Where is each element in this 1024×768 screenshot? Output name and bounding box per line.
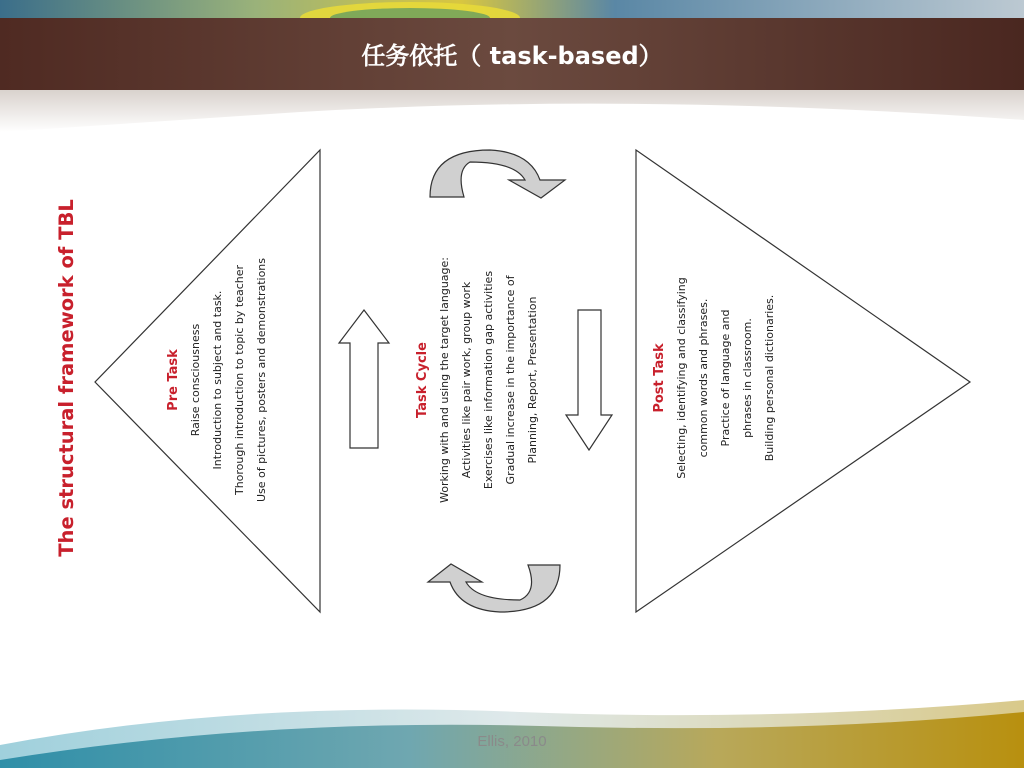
bottom-curved-arrow [428, 564, 560, 612]
post-task-block [649, 277, 781, 479]
post-task-line: Selecting, identifying and classifying [675, 277, 688, 479]
task-cycle-line: Gradual increase in the importance of [504, 275, 517, 485]
task-cycle-line: Planning, Report, Presentation [526, 296, 539, 464]
pre-task-block [163, 258, 273, 502]
task-cycle-line: Working with and using the target language: [438, 256, 451, 504]
up-arrow [339, 310, 389, 448]
pre-task-line: Thorough introduction to topic by teacher [233, 264, 246, 496]
framework-title: The structural framework of TBL [55, 199, 78, 557]
task-cycle-line: Activities like pair work, group work [460, 281, 473, 479]
task-cycle-heading: Task Cycle [415, 342, 430, 418]
citation: Ellis, 2010 [477, 733, 547, 750]
pre-task-heading: Pre Task [166, 349, 181, 411]
down-arrow [566, 310, 612, 450]
pre-task-line: Raise consciousness [189, 323, 202, 437]
task-cycle-line: Exercises like information gap activities [482, 270, 495, 490]
pre-task-line: Introduction to subject and task. [211, 290, 224, 470]
post-task-line: Practice of language and [719, 309, 732, 447]
post-task-heading: Post Task [652, 343, 667, 413]
slide-title: 任务依托（ task-based） [361, 42, 663, 70]
post-task-line: common words and phrases. [697, 298, 710, 458]
post-task-line: phrases in classroom. [741, 318, 754, 438]
top-curved-arrow [430, 150, 565, 198]
task-cycle-block [412, 257, 544, 503]
post-task-line: Building personal dictionaries. [763, 294, 776, 462]
pre-task-line: Use of pictures, posters and demonstrations [255, 257, 268, 503]
